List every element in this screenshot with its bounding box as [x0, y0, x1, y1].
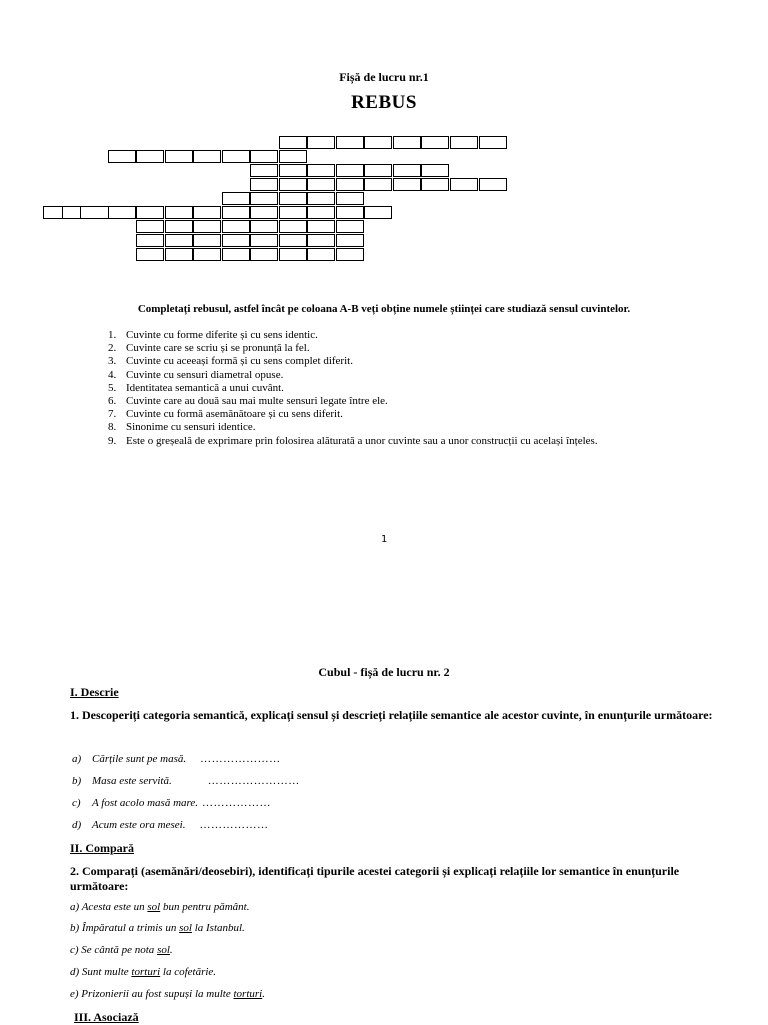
crossword-cell[interactable]	[250, 192, 278, 205]
sheet1-title: Fișă de lucru nr.1	[339, 70, 429, 84]
crossword-cell[interactable]	[250, 178, 278, 191]
crossword-cell[interactable]	[136, 206, 164, 219]
crossword-cell[interactable]	[307, 234, 335, 247]
crossword-cell[interactable]	[479, 136, 507, 149]
example-item: c) A fost acolo masă mare. ………………	[72, 797, 272, 809]
crossword-cell[interactable]	[222, 234, 250, 247]
crossword-cell[interactable]	[193, 150, 221, 163]
crossword-cell[interactable]	[307, 164, 335, 177]
sheet2-title: Cubul - fișă de lucru nr. 2	[318, 665, 450, 679]
crossword-cell[interactable]	[279, 136, 307, 149]
crossword-cell[interactable]	[421, 164, 449, 177]
crossword-cell[interactable]	[193, 234, 221, 247]
example-item: a) Cărțile sunt pe masă. …………………	[72, 753, 281, 765]
rebus-heading: REBUS	[351, 92, 417, 113]
crossword-cell[interactable]	[307, 136, 335, 149]
example-item: b) Masa este servită. ……………………	[72, 775, 300, 787]
clue-item: 8. Sinonime cu sensuri identice.	[108, 421, 256, 434]
crossword-cell[interactable]	[364, 164, 392, 177]
crossword-cell[interactable]	[136, 248, 164, 261]
crossword-cell[interactable]	[336, 206, 364, 219]
crossword-cell[interactable]	[450, 136, 478, 149]
crossword-cell[interactable]	[136, 150, 164, 163]
crossword-cell[interactable]	[250, 234, 278, 247]
crossword-cell[interactable]	[421, 178, 449, 191]
crossword-cell[interactable]	[193, 248, 221, 261]
question-1: 1. Descoperiți categoria semantică, explicați sensul și descrieți relațiile semantice ale acestor cuvinte, în enunțurile următoare:	[70, 708, 713, 722]
crossword-cell[interactable]	[279, 192, 307, 205]
crossword-cell[interactable]	[393, 178, 421, 191]
crossword-cell[interactable]	[336, 234, 364, 247]
section-descrie: I. Descrie	[70, 685, 119, 699]
clue-item: 3. Cuvinte cu aceeași formă și cu sens complet diferit.	[108, 355, 353, 368]
crossword-cell[interactable]	[364, 206, 392, 219]
crossword-cell[interactable]	[62, 206, 82, 219]
crossword-cell[interactable]	[136, 220, 164, 233]
crossword-cell[interactable]	[307, 192, 335, 205]
crossword-cell[interactable]	[307, 220, 335, 233]
crossword-cell[interactable]	[279, 234, 307, 247]
crossword-cell[interactable]	[336, 164, 364, 177]
crossword-cell[interactable]	[393, 164, 421, 177]
example-item: a) Acesta este un sol bun pentru pământ.	[70, 901, 250, 913]
crossword-cell[interactable]	[250, 164, 278, 177]
question-2: 2. Comparați (asemănări/deosebiri), identificați tipurile acestei categorii și explicați relațiile lor semantice în enunțurile următoare:	[70, 864, 680, 893]
crossword-cell[interactable]	[279, 164, 307, 177]
crossword-cell[interactable]	[336, 248, 364, 261]
crossword-cell[interactable]	[307, 248, 335, 261]
crossword-cell[interactable]	[279, 206, 307, 219]
crossword-cell[interactable]	[336, 220, 364, 233]
crossword-cell[interactable]	[393, 136, 421, 149]
crossword-cell[interactable]	[307, 178, 335, 191]
crossword-cell[interactable]	[336, 192, 364, 205]
rebus-instruction: Completați rebusul, astfel încât pe coloana A-B veți obține numele științei care studiază sensul cuvintelor.	[137, 303, 631, 315]
crossword-cell[interactable]	[108, 150, 136, 163]
crossword-cell[interactable]	[250, 150, 278, 163]
example-item: c) Se cântă pe nota sol.	[70, 944, 173, 956]
section-compara: II. Compară	[70, 841, 135, 855]
crossword-cell[interactable]	[222, 248, 250, 261]
crossword-cell[interactable]	[80, 206, 109, 219]
crossword-cell[interactable]	[279, 150, 307, 163]
example-item: e) Prizonierii au fost supuși la multe torturi.	[70, 988, 265, 1000]
section-asociaza: III. Asociază	[74, 1010, 139, 1024]
crossword-cell[interactable]	[222, 206, 250, 219]
clue-item: 2. Cuvinte care se scriu și se pronunță la fel.	[108, 342, 310, 355]
crossword-cell[interactable]	[193, 206, 221, 219]
crossword-cell[interactable]	[165, 248, 193, 261]
example-item: d) Sunt multe torturi la cofetărie.	[70, 966, 217, 978]
crossword-cell[interactable]	[364, 178, 392, 191]
crossword-cell[interactable]	[279, 178, 307, 191]
crossword-cell[interactable]	[43, 206, 63, 219]
crossword-cell[interactable]	[450, 178, 478, 191]
crossword-cell[interactable]	[136, 234, 164, 247]
crossword-cell[interactable]	[479, 178, 507, 191]
crossword-cell[interactable]	[222, 192, 250, 205]
example-item: b) Împăratul a trimis un sol la Istanbul.	[70, 922, 245, 934]
crossword-cell[interactable]	[165, 206, 193, 219]
crossword-cell[interactable]	[250, 248, 278, 261]
crossword-cell[interactable]	[250, 220, 278, 233]
crossword-cell[interactable]	[336, 136, 364, 149]
crossword-cell[interactable]	[307, 206, 335, 219]
crossword-cell[interactable]	[364, 136, 392, 149]
crossword-cell[interactable]	[279, 248, 307, 261]
page-number: 1	[380, 534, 388, 545]
crossword-cell[interactable]	[421, 136, 449, 149]
crossword-cell[interactable]	[108, 206, 136, 219]
crossword-cell[interactable]	[279, 220, 307, 233]
crossword-cell[interactable]	[250, 206, 278, 219]
clue-item: 6. Cuvinte care au două sau mai multe sensuri legate între ele.	[108, 395, 388, 408]
crossword-cell[interactable]	[165, 220, 193, 233]
crossword-cell[interactable]	[336, 178, 364, 191]
clue-item: 1. Cuvinte cu forme diferite și cu sens identic.	[108, 329, 318, 341]
clue-item: 4. Cuvinte cu sensuri diametral opuse.	[108, 368, 284, 381]
crossword-grid	[0, 0, 768, 280]
clue-item: 5. Identitatea semantică a unui cuvânt.	[108, 381, 284, 394]
crossword-cell[interactable]	[193, 220, 221, 233]
crossword-cell[interactable]	[165, 150, 193, 163]
example-item: d) Acum este ora mesei. ………………	[72, 819, 269, 831]
clue-item: 7. Cuvinte cu formă asemănătoare și cu sens diferit.	[108, 408, 343, 421]
clue-list	[108, 329, 728, 448]
crossword-cell[interactable]	[222, 220, 250, 233]
crossword-cell[interactable]	[222, 150, 250, 163]
clue-item: 9. Este o greșeală de exprimare prin folosirea alăturată a unor cuvinte sau a unor construcții cu același înțeles.	[108, 434, 598, 447]
crossword-cell[interactable]	[165, 234, 193, 247]
